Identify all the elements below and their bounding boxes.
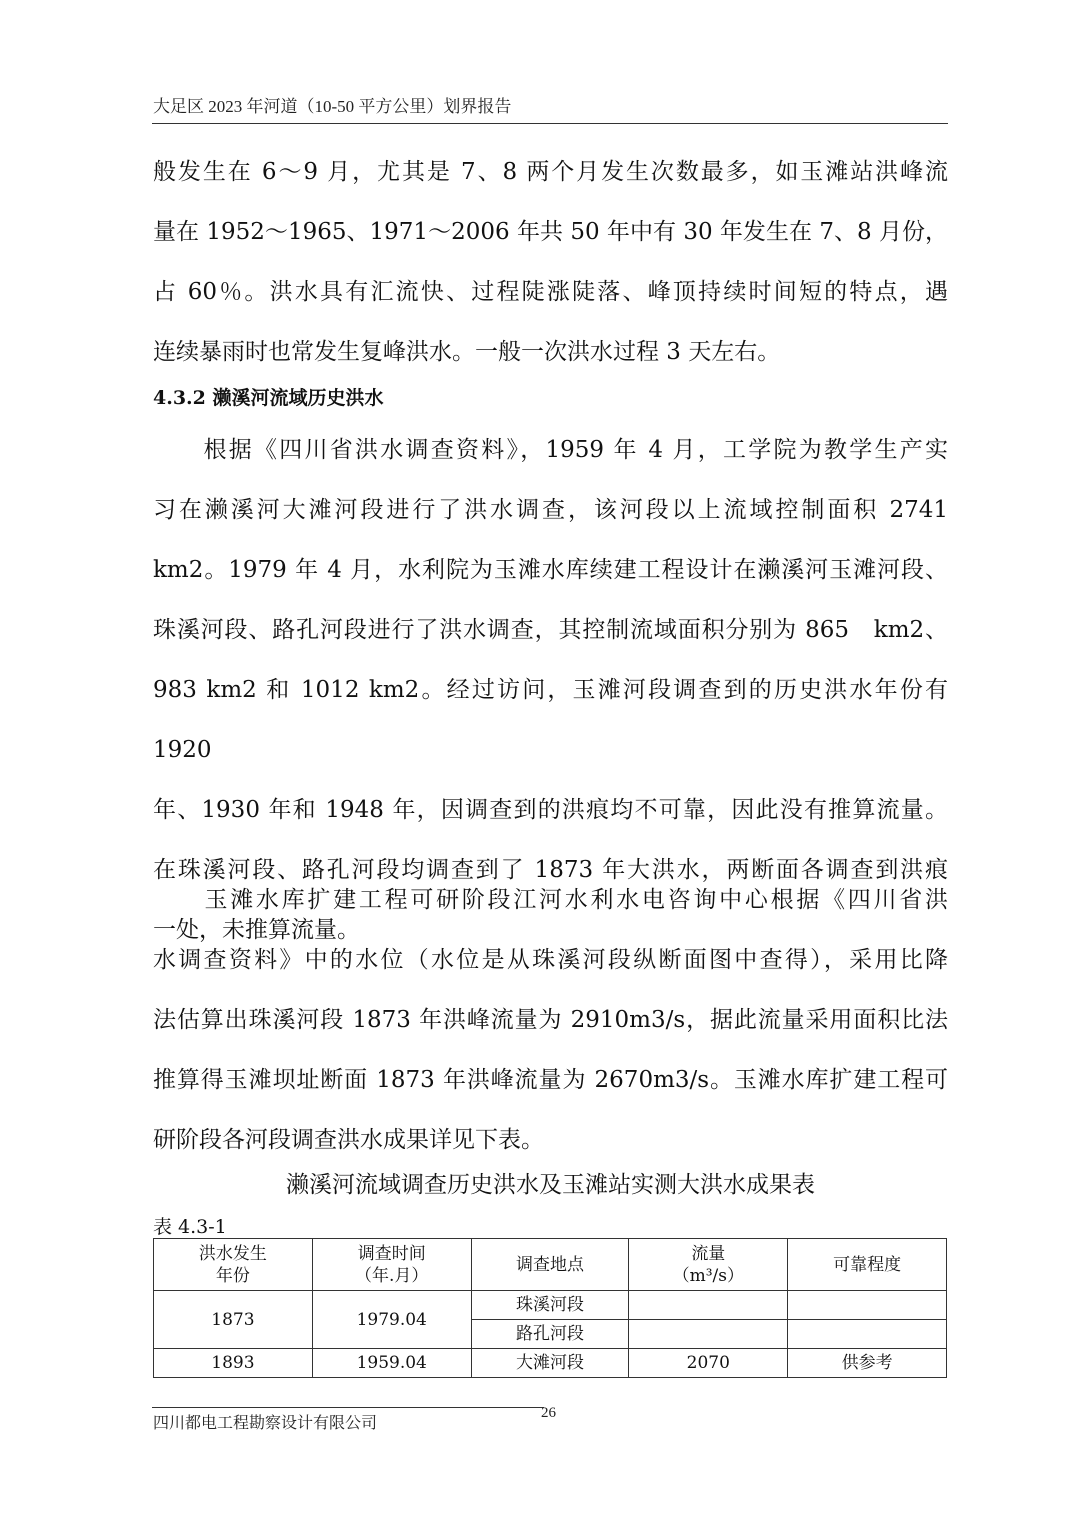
cell-time: 1979.04 <box>312 1291 471 1349</box>
cell-year: 1873 <box>154 1291 313 1349</box>
paragraph-line: 在珠溪河段、路孔河段均调查到了 1873 年大洪水，两断面各调查到洪痕 <box>153 857 948 883</box>
paragraph-line: 推算得玉滩坝址断面 1873 年洪峰流量为 2670m3/s。玉滩水库扩建工程可 <box>153 1067 948 1093</box>
paragraph-line: 习在濑溪河大滩河段进行了洪水调查，该河段以上流域控制面积 2741 <box>153 497 948 523</box>
table-caption: 濑溪河流域调查历史洪水及玉滩站实测大洪水成果表 <box>286 1172 815 1198</box>
footer-rule <box>152 1407 544 1408</box>
paragraph-line: 占 60％。洪水具有汇流快、过程陡涨陡落、峰顶持续时间短的特点，遇 <box>153 279 948 305</box>
cell-flow <box>629 1320 788 1349</box>
header-flow-line1: 流量 <box>691 1243 726 1264</box>
header-time-line2: （年.月） <box>355 1265 429 1286</box>
paragraph-line: 一处，未推算流量。 <box>153 917 360 943</box>
header-time-line1: 调查时间 <box>357 1243 426 1264</box>
cell-year: 1893 <box>154 1349 313 1378</box>
header-reliability: 可靠程度 <box>788 1239 947 1291</box>
paragraph-line: 法估算出珠溪河段 1873 年洪峰流量为 2910m3/s，据此流量采用面积比法 <box>153 1007 948 1033</box>
cell-reliability: 供参考 <box>788 1349 947 1378</box>
table-id: 表 4.3-1 <box>153 1216 227 1238</box>
header-flow <box>629 1239 788 1291</box>
footer-company: 四川都电工程勘察设计有限公司 <box>153 1413 378 1432</box>
table-header-row <box>154 1239 947 1291</box>
cell-reliability <box>788 1320 947 1349</box>
cell-location: 大滩河段 <box>471 1349 629 1378</box>
header-year <box>154 1239 313 1291</box>
section-heading: 4.3.2 濑溪河流域历史洪水 <box>153 387 384 409</box>
header-rule <box>152 123 948 124</box>
paragraph-line: 玉滩水库扩建工程可研阶段江河水利水电咨询中心根据《四川省洪 <box>153 887 948 913</box>
header-time <box>312 1239 471 1291</box>
flood-table <box>153 1238 947 1378</box>
paragraph-line: 珠溪河段、路孔河段进行了洪水调查，其控制流域面积分别为 865 km2、 <box>153 617 948 643</box>
cell-flow: 2070 <box>629 1349 788 1378</box>
table-row <box>154 1349 947 1378</box>
paragraph-line: 研阶段各河段调查洪水成果详见下表。 <box>153 1127 544 1153</box>
paragraph-line: 年、1930 年和 1948 年，因调查到的洪痕均不可靠，因此没有推算流量。 <box>153 797 948 823</box>
header-location: 调查地点 <box>471 1239 629 1291</box>
paragraph-3 <box>153 870 948 1170</box>
running-header: 大足区 2023 年河道（10-50 平方公里）划界报告 <box>153 97 512 116</box>
paragraph-line: 根据《四川省洪水调查资料》，1959 年 4 月，工学院为教学生产实 <box>153 437 948 463</box>
header-flow-unit: （m³/s） <box>672 1265 744 1286</box>
header-year-line1: 洪水发生 <box>198 1243 267 1264</box>
cell-reliability <box>788 1291 947 1320</box>
cell-location: 路孔河段 <box>471 1320 629 1349</box>
header-year-line2: 年份 <box>215 1265 250 1286</box>
cell-time: 1959.04 <box>312 1349 471 1378</box>
table-row <box>154 1291 947 1320</box>
cell-location: 珠溪河段 <box>471 1291 629 1320</box>
paragraph-line: km2。1979 年 4 月，水利院为玉滩水库续建工程设计在濑溪河玉滩河段、 <box>153 557 948 583</box>
paragraph-line: 983 km2 和 1012 km2。经过访问，玉滩河段调查到的历史洪水年份有 1920 <box>153 677 948 763</box>
paragraph-line: 水调查资料》中的水位（水位是从珠溪河段纵断面图中查得），采用比降 <box>153 947 948 973</box>
paragraph-1 <box>153 142 948 382</box>
paragraph-line: 般发生在 6～9 月，尤其是 7、8 两个月发生次数最多，如玉滩站洪峰流 <box>153 159 948 185</box>
cell-flow <box>629 1291 788 1320</box>
paragraph-line: 量在 1952～1965、1971～2006 年共 50 年中有 30 年发生在 7、8 月份， <box>153 219 948 245</box>
page-number: 26 <box>541 1405 556 1421</box>
paragraph-line: 连续暴雨时也常发生复峰洪水。一般一次洪水过程 3 天左右。 <box>153 339 781 365</box>
